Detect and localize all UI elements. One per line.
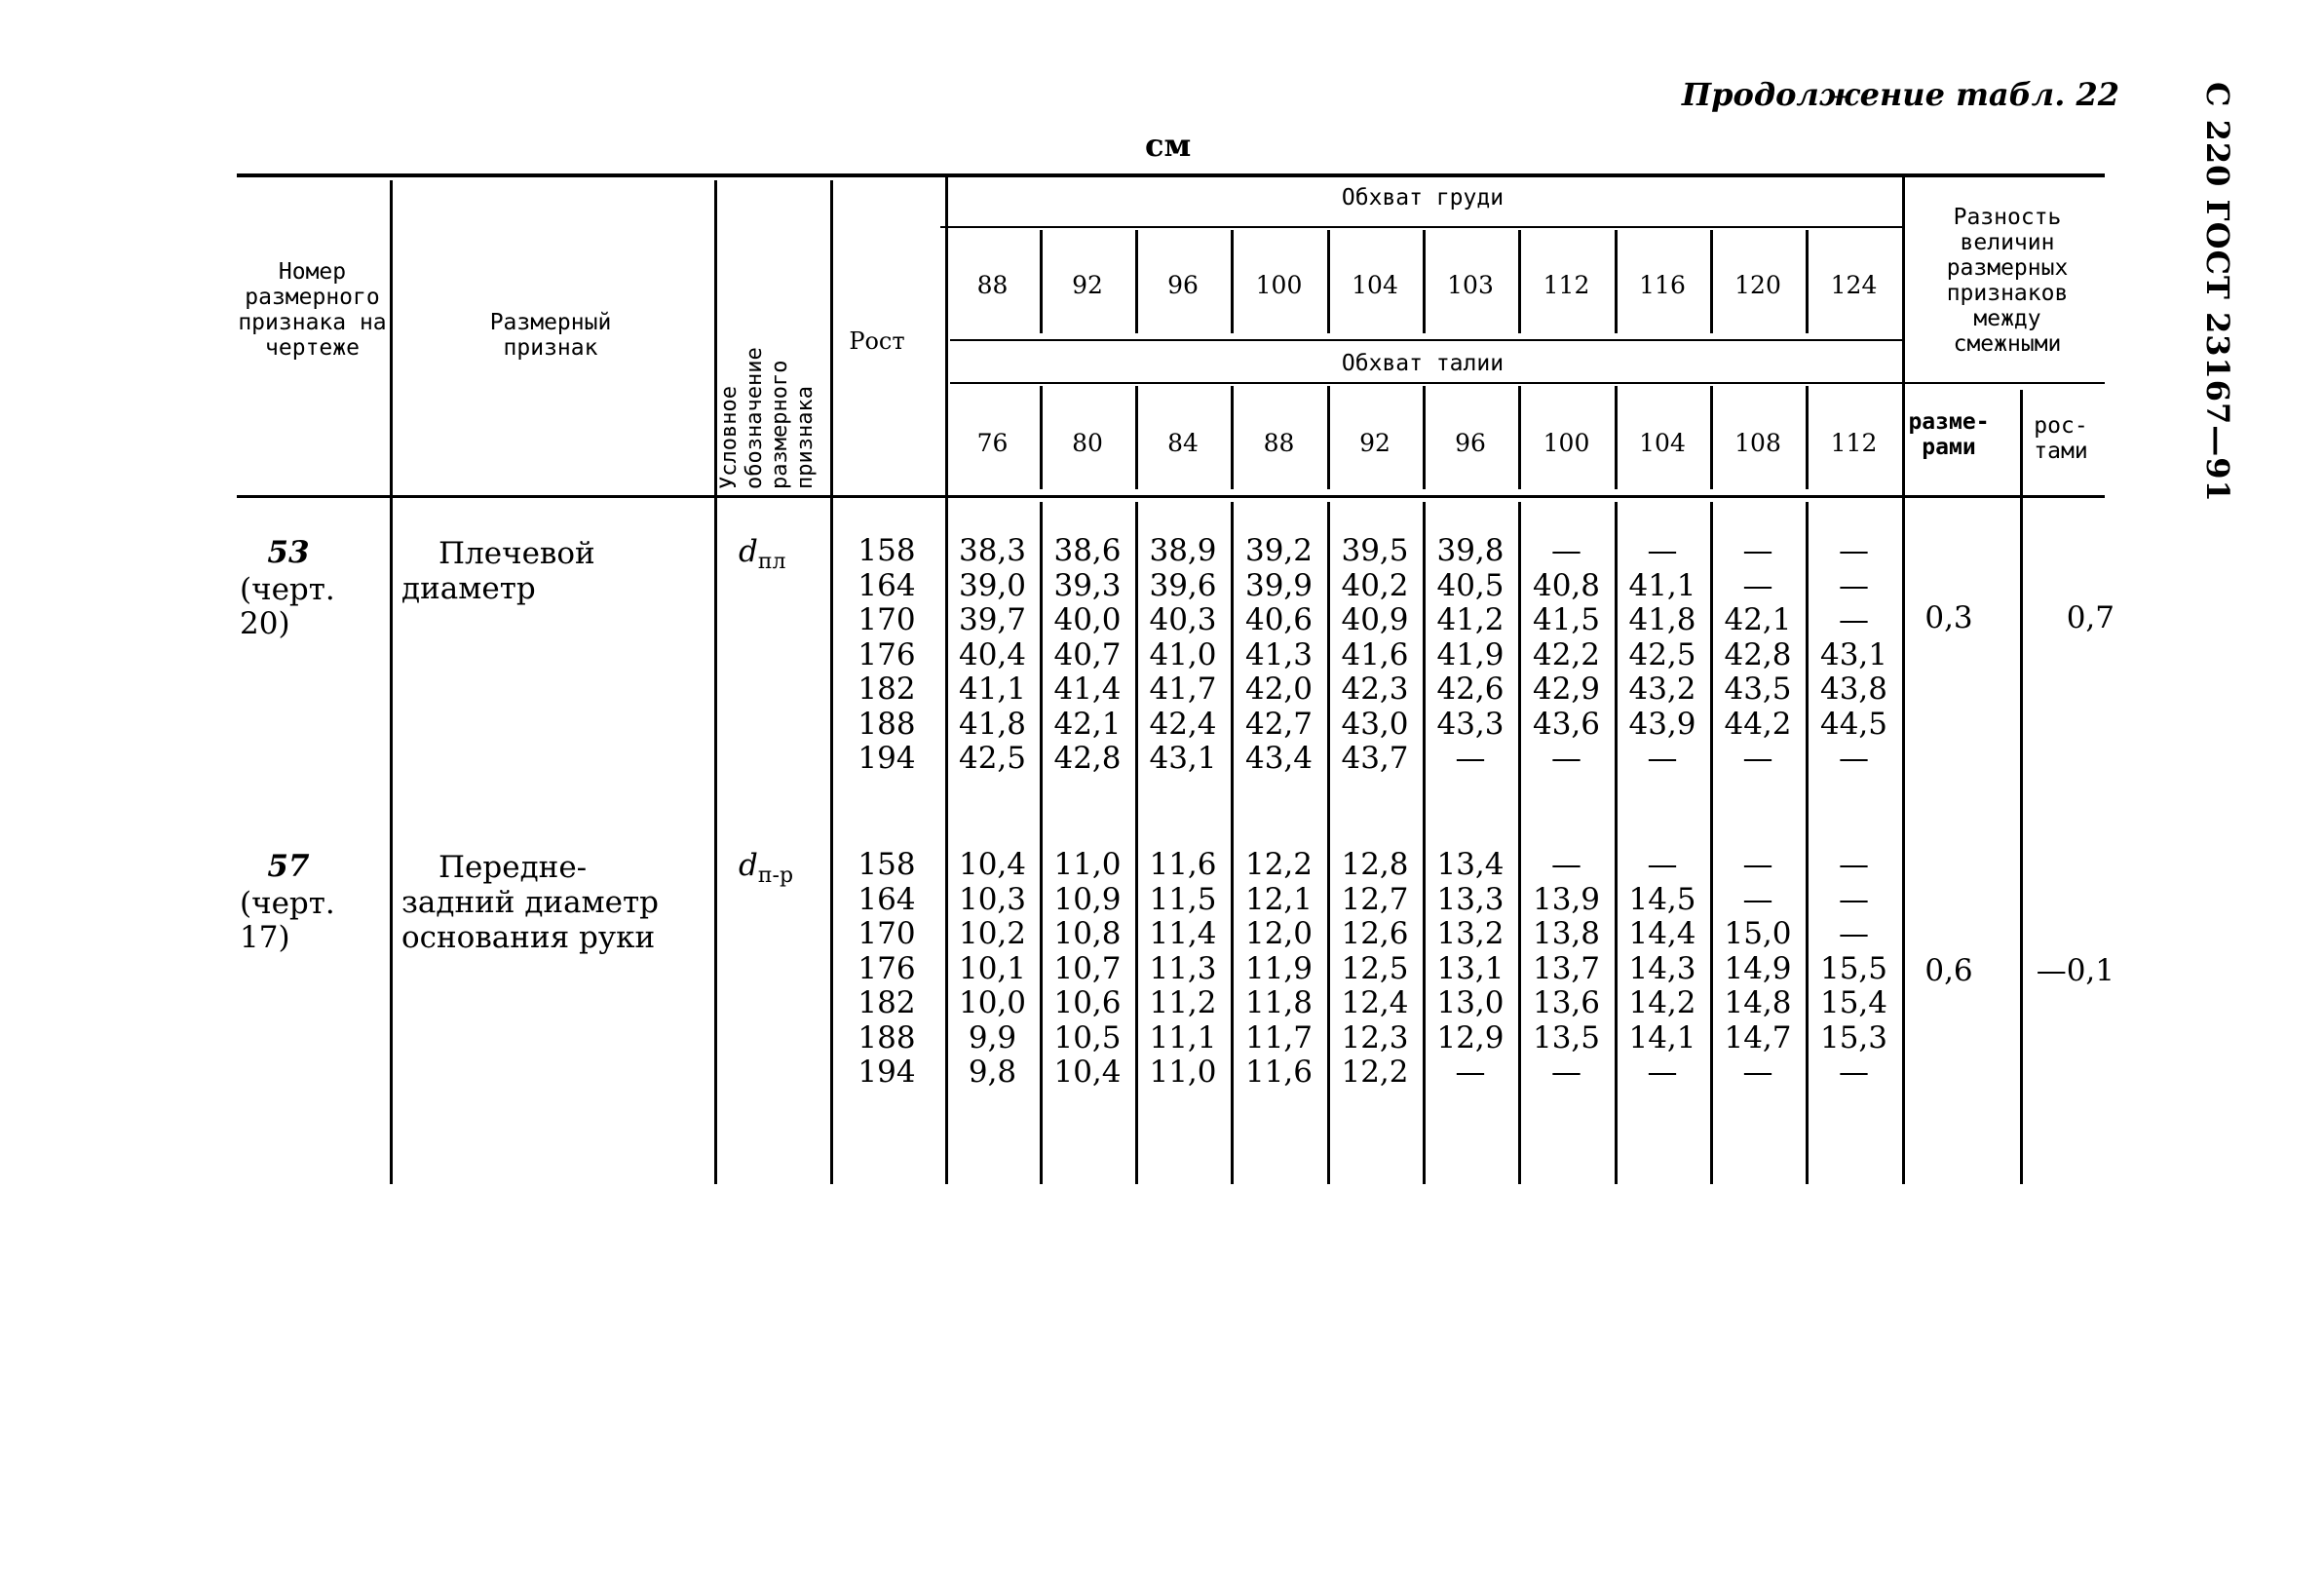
waist-column-rule — [1710, 386, 1713, 489]
chest-column-rule — [1327, 230, 1330, 333]
chest-header-cell: 103 — [1447, 271, 1494, 299]
column-rule — [390, 180, 393, 1184]
row-number — [240, 536, 337, 570]
chest-group-rule — [940, 226, 1902, 228]
row-feature: Плечевой диаметр — [401, 536, 595, 606]
waist-column-rule — [1518, 386, 1521, 489]
chest-header-cell: 96 — [1167, 271, 1199, 299]
value-column: 10,4 10,3 10,2 10,1 10,0 9,9 9,8 — [958, 847, 1027, 1090]
chest-column-rule — [1135, 230, 1138, 333]
chest-header-cell: 112 — [1543, 271, 1590, 299]
header-feature — [458, 310, 643, 361]
chest-header-cell: 100 — [1255, 271, 1303, 299]
value-column: 11,6 11,5 11,4 11,3 11,2 11,1 11,0 — [1149, 847, 1217, 1090]
chest-header-cell: 120 — [1734, 271, 1781, 299]
chest-column-rule — [1615, 230, 1618, 333]
value-column: 13,4 13,3 13,2 13,1 13,0 12,9 — — [1436, 847, 1505, 1090]
header-number — [237, 259, 388, 361]
value-column: 12,2 12,1 12,0 11,9 11,8 11,7 11,6 — [1244, 847, 1314, 1090]
value-column: — — 15,0 14,9 14,8 14,7 — — [1724, 847, 1792, 1090]
row-symbol — [739, 848, 793, 888]
row-diff-heights: —0,1 — [2036, 953, 2114, 988]
value-column: 38,6 39,3 40,0 40,7 41,4 42,1 42,8 — [1053, 533, 1122, 776]
side-title: С 220 ГОСТ 23167—91 — [2199, 82, 2236, 503]
chest-column-rule — [1423, 230, 1426, 333]
table-top-rule — [237, 173, 2105, 177]
row-symbol-sub: пл — [757, 550, 786, 575]
header-feature-text: Размерный признак — [489, 310, 612, 361]
unit-label: см — [1145, 127, 1192, 164]
chest-values-rule — [950, 339, 1902, 341]
chest-column-rule — [1231, 230, 1234, 333]
row-reference: (черт. 17) — [240, 886, 335, 955]
value-column: 39,5 40,2 40,9 41,6 42,3 43,0 43,7 — [1341, 533, 1409, 776]
waist-header-cell: 76 — [976, 429, 1009, 457]
waist-header-cell: 108 — [1734, 429, 1781, 457]
diff-column-rule — [2020, 390, 2023, 1184]
value-column: — 13,9 13,8 13,7 13,6 13,5 — — [1532, 847, 1601, 1090]
waist-header-cell: 112 — [1830, 429, 1878, 457]
row-number — [240, 850, 337, 884]
value-column: 39,2 39,9 40,6 41,3 42,0 42,7 43,4 — [1244, 533, 1314, 776]
waist-column-rule — [1423, 386, 1426, 489]
row-reference: (черт. 20) — [240, 572, 335, 641]
chest-column-rule — [1710, 230, 1713, 333]
row-diff-heights: 0,7 — [2066, 600, 2114, 635]
header-diff-group — [1929, 205, 2085, 357]
header-symbol-text: Условное обозначение размерного признака — [717, 347, 818, 489]
row-symbol-sub: п-р — [757, 863, 794, 889]
waist-header-cell: 96 — [1455, 429, 1486, 457]
header-chest-group: Обхват груди — [1341, 185, 1505, 211]
waist-header-cell: 84 — [1167, 429, 1199, 457]
row-symbol-letter: d — [739, 534, 758, 569]
column-rule — [714, 180, 717, 1184]
chest-header-cell: 116 — [1639, 271, 1686, 299]
waist-group-rule — [950, 382, 1902, 384]
row-diff-sizes: 0,3 — [1924, 600, 1973, 635]
value-column: — 40,8 41,5 42,2 42,9 43,6 — — [1532, 533, 1601, 776]
row-symbol-letter: d — [739, 848, 758, 883]
chest-column-rule — [1806, 230, 1809, 333]
row-heights: 158 164 170 176 182 188 194 — [857, 847, 916, 1090]
header-diff-group-text: Разность величин размерных признаков между смежными — [1946, 205, 2069, 357]
waist-header-cell: 80 — [1072, 429, 1103, 457]
row-heights: 158 164 170 176 182 188 194 — [857, 533, 916, 776]
waist-header-cell: 92 — [1359, 429, 1391, 457]
waist-header-cell: 88 — [1263, 429, 1295, 457]
waist-column-rule — [1806, 386, 1809, 489]
waist-column-rule — [1615, 386, 1618, 489]
value-column: 39,8 40,5 41,2 41,9 42,6 43,3 — — [1436, 533, 1505, 776]
waist-column-rule — [1135, 386, 1138, 489]
value-column: — — 42,1 42,8 43,5 44,2 — — [1724, 533, 1792, 776]
value-column: 12,8 12,7 12,6 12,5 12,4 12,3 12,2 — [1341, 847, 1409, 1090]
chest-column-rule — [1518, 230, 1521, 333]
row-number-value: 57 — [267, 849, 310, 884]
header-symbol — [717, 298, 820, 489]
waist-header-cell: 100 — [1543, 429, 1590, 457]
chest-header-cell: 124 — [1830, 271, 1878, 299]
value-column: — — — 43,1 43,8 44,5 — — [1819, 533, 1888, 776]
value-column: — — — 15,5 15,4 15,3 — — [1819, 847, 1888, 1090]
row-number-value: 53 — [267, 535, 310, 570]
header-diff-heights: рос-тами — [2034, 413, 2088, 464]
row-feature: Передне-задний диаметр основания руки — [401, 850, 659, 955]
chest-header-cell: 92 — [1072, 271, 1103, 299]
value-column: — 41,1 41,8 42,5 43,2 43,9 — — [1628, 533, 1696, 776]
table-caption: Продолжение табл. 22 — [1681, 76, 2119, 113]
column-rule — [830, 180, 833, 1184]
column-rule — [1902, 177, 1905, 1184]
waist-column-rule — [1327, 386, 1330, 489]
chest-column-rule — [1040, 230, 1043, 333]
header-diff-sizes: разме-рами — [1908, 409, 1990, 460]
waist-header-cell: 104 — [1639, 429, 1686, 457]
value-column: 38,9 39,6 40,3 41,0 41,7 42,4 43,1 — [1149, 533, 1217, 776]
row-diff-sizes: 0,6 — [1924, 953, 1973, 988]
value-column: — 14,5 14,4 14,3 14,2 14,1 — — [1628, 847, 1696, 1090]
waist-column-rule — [1040, 386, 1043, 489]
value-column: 38,3 39,0 39,7 40,4 41,1 41,8 42,5 — [958, 533, 1027, 776]
chest-header-cell: 88 — [976, 271, 1009, 299]
chest-header-cell: 104 — [1352, 271, 1398, 299]
header-height: Рост — [849, 327, 905, 355]
diff-group-rule — [1902, 382, 2105, 384]
header-waist-group: Обхват талии — [1341, 351, 1505, 376]
header-bottom-rule — [237, 495, 2105, 498]
value-column: 11,0 10,9 10,8 10,7 10,6 10,5 10,4 — [1053, 847, 1122, 1090]
row-symbol — [739, 534, 786, 574]
header-number-text: Номер размерного признака на чертеже — [238, 259, 387, 361]
waist-column-rule — [1231, 386, 1234, 489]
